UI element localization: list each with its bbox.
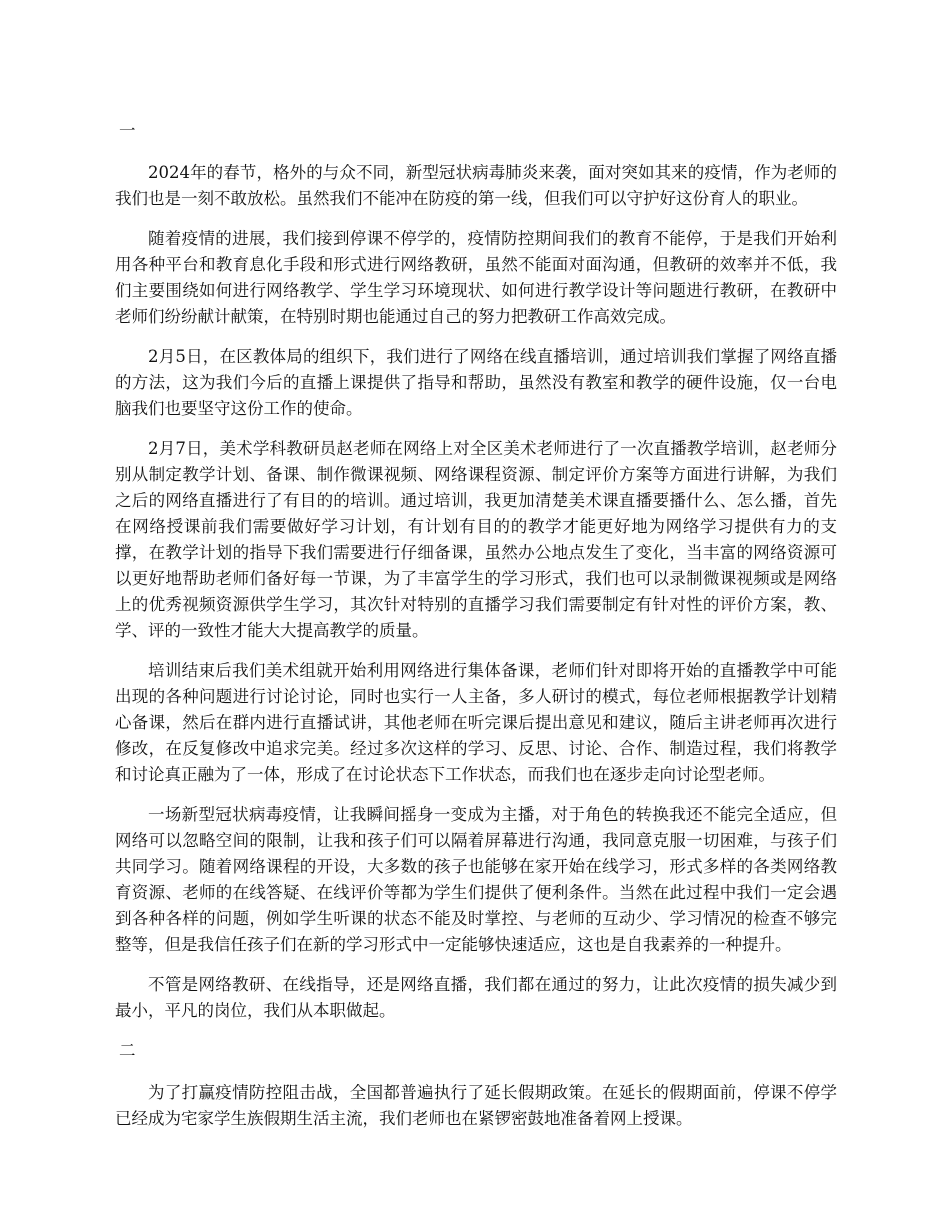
section-2-marker: 二 <box>119 1041 136 1060</box>
paragraph-1: 2024年的春节，格外的与众不同，新型冠状病毒肺炎来袭，面对突如其来的疫情，作为老师的我们也是一刻不敢放松。虽然我们不能冲在防疫的第一线，但我们可以守护好这份育人的职业。 <box>115 163 837 208</box>
section-1-marker: 一 <box>119 121 136 140</box>
paragraph-6: 一场新型冠状病毒疫情，让我瞬间摇身一变成为主播，对于角色的转换我还不能完全适应，但网络可以忽略空间的限制，让我和孩子们可以隔着屏幕进行沟通，我同意克服一切困难，与孩子们共同学习。随着网络课程的开设，大多数的孩子也能够在家开始在线学习，形式多样的各类网络教育资源、老师的在线答疑、在线评价等都为学生们提供了便利条件。当然在此过程中我们一定会遇到各种各样的问题，例如学生听课的状态不能及时掌控、与老师的互动少、学习情况的检查不够完整等，但是我信任孩子们在新的学习形式中一定能够快速适应，这也是自我素养的一种提升。 <box>115 805 837 954</box>
paragraph-4: 2月7日，美术学科教研员赵老师在网络上对全区美术老师进行了一次直播教学培训，赵老师分别从制定教学计划、备课、制作微课视频、网络课程资源、制定评价方案等方面进行讲解，为我们之后的网络直播进行了有目的的培训。通过培训，我更加清楚美术课直播要播什么、怎么播，首先在网络授课前我们需要做好学习计划，有计划有目的的教学才能更好地为网络学习提供有力的支撑，在教学计划的指导下我们需要进行仔细备课，虽然办公地点发生了变化，当丰富的网络资源可以更好地帮助老师们备好每一节课，为了丰富学生的学习形式，我们也可以录制微课视频或是网络上的优秀视频资源供学生学习，其次针对特别的直播学习我们需要制定有针对性的评价方案，教、学、评的一致性才能大大提高教学的质量。 <box>115 439 837 640</box>
paragraph-7: 不管是网络教研、在线指导，还是网络直播，我们都在通过的努力，让此次疫情的损失减少到最小，平凡的岗位，我们从本职做起。 <box>115 975 837 1020</box>
document-page <box>115 118 837 1146</box>
paragraph-8: 为了打赢疫情防控阻击战，全国都普遍执行了延长假期政策。在延长的假期面前，停课不停学已经成为宅家学生族假期生活主流，我们老师也在紧锣密鼓地准备着网上授课。 <box>115 1083 837 1128</box>
paragraph-5: 培训结束后我们美术组就开始利用网络进行集体备课，老师们针对即将开始的直播教学中可能出现的各种问题进行讨论讨论，同时也实行一人主备，多人研讨的模式，每位老师根据教学计划精心备课，然后在群内进行直播试讲，其他老师在听完课后提出意见和建议，随后主讲老师再次进行修改，在反复修改中追求完美。经过多次这样的学习、反思、讨论、合作、制造过程，我们将教学和讨论真正融为了一体，形成了在讨论状态下工作状态，而我们也在逐步走向讨论型老师。 <box>115 661 837 784</box>
paragraph-2: 随着疫情的进展，我们接到停课不停学的，疫情防控期间我们的教育不能停，于是我们开始利用各种平台和教育息化手段和形式进行网络教研，虽然不能面对面沟通，但教研的效率并不低，我们主要围绕如何进行网络教学、学生学习环境现状、如何进行教学设计等问题进行教研，在教研中老师们纷纷献计献策，在特别时期也能通过自己的努力把教研工作高效完成。 <box>115 229 837 326</box>
paragraph-3: 2月5日，在区教体局的组织下，我们进行了网络在线直播培训，通过培训我们掌握了网络直播的方法，这为我们今后的直播上课提供了指导和帮助，虽然没有教室和教学的硬件设施，仅一台电脑我们也要坚守这份工作的使命。 <box>115 347 837 418</box>
